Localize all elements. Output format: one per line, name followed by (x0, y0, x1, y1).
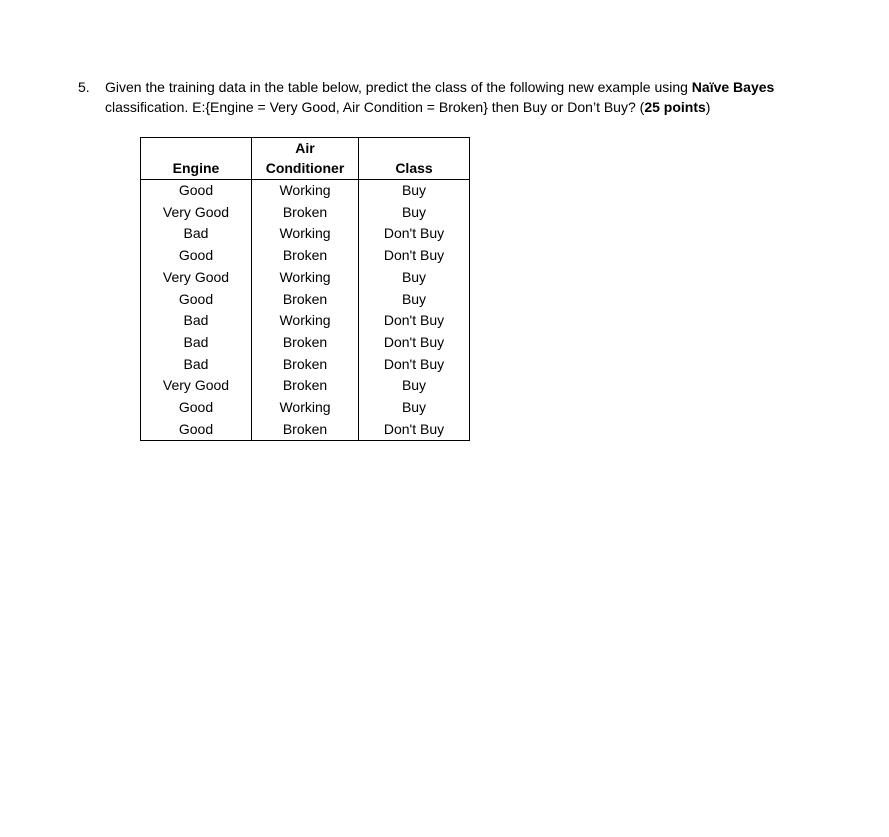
method-name: Naïve Bayes (691, 79, 775, 95)
cell-air-conditioner: Broken (252, 289, 359, 311)
question-text-line2: classification. E:{Engine = Very Good, Air Condition = Broken} then Buy or Don’t Buy? (105, 99, 640, 115)
cell-air-conditioner: Working (252, 310, 359, 332)
table-row (141, 289, 470, 311)
points-open: ( (639, 99, 645, 115)
table-row (141, 375, 470, 397)
points-close: ) (705, 99, 711, 115)
cell-class: Buy (359, 202, 470, 224)
cell-air-conditioner: Working (252, 180, 359, 202)
cell-engine: Bad (141, 223, 252, 245)
cell-class: Don't Buy (359, 310, 470, 332)
cell-class: Buy (359, 375, 470, 397)
cell-class: Don't Buy (359, 223, 470, 245)
points-label: 25 points (644, 99, 706, 115)
cell-air-conditioner: Broken (252, 375, 359, 397)
training-data-table (140, 137, 470, 441)
cell-class: Buy (359, 180, 470, 202)
cell-air-conditioner: Working (252, 397, 359, 419)
cell-air-conditioner: Working (252, 223, 359, 245)
table-body (141, 180, 470, 441)
cell-engine: Good (141, 245, 252, 267)
table-row (141, 332, 470, 354)
cell-air-conditioner: Working (252, 267, 359, 289)
cell-engine: Bad (141, 332, 252, 354)
cell-engine: Very Good (141, 267, 252, 289)
table-row (141, 310, 470, 332)
table-row (141, 397, 470, 419)
cell-class: Don't Buy (359, 354, 470, 376)
cell-class: Don't Buy (359, 419, 470, 441)
cell-engine: Good (141, 289, 252, 311)
question-text-start: Given the training data in the table below, predict the class of the following new example using (105, 79, 692, 95)
cell-air-conditioner: Broken (252, 332, 359, 354)
header-class: Class (359, 138, 470, 180)
header-air-line1: Air (295, 140, 315, 156)
header-air-conditioner (252, 138, 359, 180)
cell-engine: Very Good (141, 202, 252, 224)
table-row (141, 419, 470, 441)
table-row (141, 354, 470, 376)
cell-air-conditioner: Broken (252, 419, 359, 441)
table-row (141, 202, 470, 224)
cell-engine: Good (141, 419, 252, 441)
table-header-row (141, 138, 470, 180)
cell-class: Buy (359, 397, 470, 419)
cell-class: Buy (359, 289, 470, 311)
question-number: 5. (78, 79, 90, 95)
table-row (141, 180, 470, 202)
table-row (141, 223, 470, 245)
cell-engine: Bad (141, 354, 252, 376)
cell-engine: Good (141, 397, 252, 419)
header-air-line2: Conditioner (265, 160, 345, 176)
cell-class: Don't Buy (359, 245, 470, 267)
cell-air-conditioner: Broken (252, 202, 359, 224)
table-row (141, 245, 470, 267)
cell-air-conditioner: Broken (252, 354, 359, 376)
cell-engine: Very Good (141, 375, 252, 397)
question-text (105, 77, 857, 117)
cell-class: Don't Buy (359, 332, 470, 354)
cell-class: Buy (359, 267, 470, 289)
cell-air-conditioner: Broken (252, 245, 359, 267)
header-engine: Engine (141, 138, 252, 180)
cell-engine: Good (141, 180, 252, 202)
table-row (141, 267, 470, 289)
cell-engine: Bad (141, 310, 252, 332)
